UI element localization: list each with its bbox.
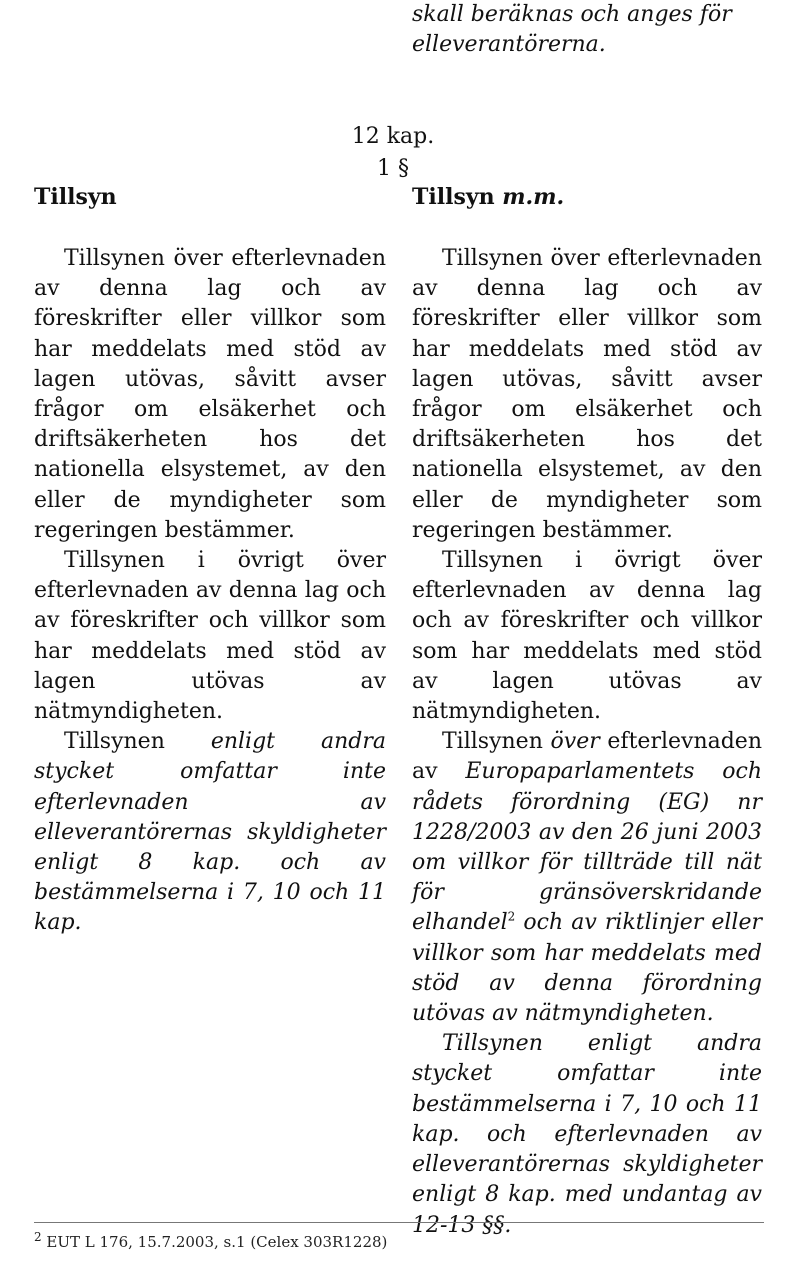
continued-line-2: elleverantörerna. [412,32,606,57]
right-paragraph-4: Tillsynen enligt andra stycket omfattar inte bestämmelserna i 7, 10 och 11 kap. och efterlevnaden av elleverantörernas skyldigheter enligt 8 kap. med undantag av 12-13 §§. [412,1031,762,1238]
right-p3-mid: efterlevnaden av [412,729,762,785]
footnote-divider [34,1222,764,1223]
left-p3-start: Tillsynen [64,729,211,755]
footnote-reference: 2 [507,910,516,925]
right-heading-italic: m.m. [502,184,565,210]
right-p3-italic-1: över [550,729,600,755]
left-column [34,244,386,939]
left-paragraph-3 [34,727,386,938]
left-paragraph-2: Tillsynen i övrigt över efterlevnaden av denna lag och av föreskrifter och villkor som har meddelats med stöd av lagen utövas av nätmyndigheten. [34,548,386,725]
right-paragraph-2: Tillsynen i övrigt över efterlevnaden av denna lag och av föreskrifter och villkor som har meddelats med stöd av lagen utövas av nätmyndigheten. [412,548,762,725]
right-paragraph-3 [412,727,762,1029]
right-p3-italic-2: Europaparlamentets och rådets förordning (EG) nr 1228/2003 av den 26 juni 2003 om villkor för tillträde till nät för gränsöverskridande elhandel [412,759,762,936]
left-p3-italic: enligt andra stycket omfattar inte efterlevnaden av elleverantörernas skyldigheter enligt 8 kap. och av bestämmelserna i 7, 10 och 11 kap. [34,729,386,936]
right-heading-main: Tillsyn [412,184,503,210]
right-p3-start: Tillsynen [442,729,551,755]
footnote-mark: 2 [34,1230,42,1244]
footnote [34,1230,388,1251]
right-column [412,244,762,1241]
chapter-heading: 12 kap. [351,124,435,149]
continued-text [412,0,762,60]
left-paragraph-1: Tillsynen över efterlevnaden av denna lag och av föreskrifter eller villkor som har meddelats med stöd av lagen utövas, såvitt avser frågor om elsäkerhet och driftsäkerheten hos det nationella elsystemet, av den eller de myndigheter som regeringen bestämmer. [34,246,386,543]
left-section-heading: Tillsyn [34,184,117,210]
right-p3-italic-3: och av riktlinjer eller villkor som har meddelats med stöd av denna förordning utövas av nätmyndigheten. [412,910,762,1027]
continued-line-1: skall beräknas och anges för [412,2,732,27]
right-section-heading [412,184,564,210]
right-paragraph-1: Tillsynen över efterlevnaden av denna lag och av föreskrifter eller villkor som har meddelats med stöd av lagen utövas, såvitt avser frågor om elsäkerhet och driftsäkerheten hos det nationella elsystemet, av den eller de myndigheter som regeringen bestämmer. [412,246,762,543]
section-number: 1 § [377,156,409,181]
footnote-text: EUT L 176, 15.7.2003, s.1 (Celex 303R1228) [41,1233,388,1251]
